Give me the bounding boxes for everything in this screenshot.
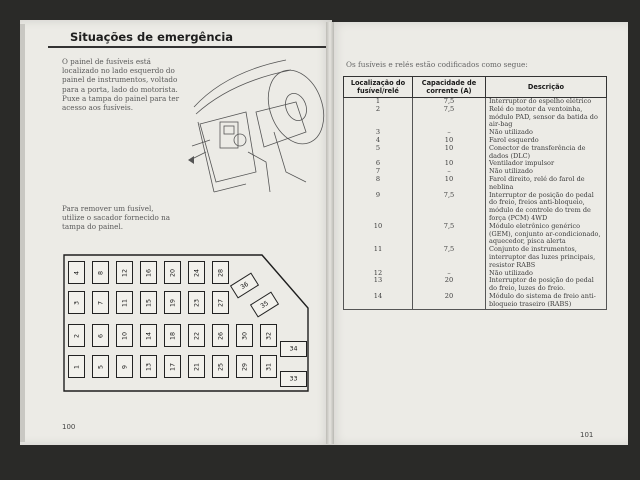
table-row (344, 192, 607, 223)
table-row (344, 246, 607, 269)
title-rule (48, 46, 326, 48)
fuse-slot: 21 (188, 355, 205, 378)
cell-location: 1 (344, 98, 413, 106)
cell-amperage: 7,5 (413, 98, 486, 106)
cell-description: Farol esquerdo (486, 137, 607, 145)
fuse-slot: 2 (68, 324, 85, 347)
book-gutter (326, 22, 334, 444)
table-row (344, 223, 607, 246)
table-row (344, 129, 607, 137)
cell-description: Conjunto de instrumentos, interruptor das luzes principais, resistor RABS (486, 246, 607, 269)
fuse-slot: 10 (116, 324, 133, 347)
fuse-slot: 14 (140, 324, 157, 347)
cell-amperage: 10 (413, 176, 486, 192)
fuse-panel-location-text: O painel de fusíveis está localizado no lado esquerdo do painel de instrumentos, voltado para a porta, lado do motorista. Puxe a tampa do painel para ter acesso aos fusíveis. (62, 57, 180, 113)
column-header-amperage: Capacidade de corrente (A) (413, 77, 486, 98)
cell-description: Farol direito, relé do farol de neblina (486, 176, 607, 192)
cell-amperage: 10 (413, 137, 486, 145)
fuse-slot: 7 (92, 291, 109, 314)
fuse-removal-text: Para remover um fusível, utilize o sacador fornecido na tampa do painel. (62, 204, 171, 232)
fuse-slot: 25 (212, 355, 229, 378)
cell-description: Não utilizado (486, 270, 607, 278)
fuse-slot: 5 (92, 355, 109, 378)
cell-location: 14 (344, 293, 413, 309)
cell-amperage: 10 (413, 145, 486, 161)
fuse-slot: 26 (212, 324, 229, 347)
fuse-slot: 3 (68, 291, 85, 314)
fuse-slot: 22 (188, 324, 205, 347)
fuse-slot: 4 (68, 261, 85, 284)
fuse-slot: 15 (140, 291, 157, 314)
fuse-table (343, 76, 607, 310)
cell-location: 10 (344, 223, 413, 246)
cell-location: 2 (344, 106, 413, 129)
fuse-slot: 29 (236, 355, 253, 378)
fuse-slot: 23 (188, 291, 205, 314)
cell-location: 3 (344, 129, 413, 137)
fuse-slot: 19 (164, 291, 181, 314)
cell-amperage: – (413, 270, 486, 278)
fuse-slot: 16 (140, 261, 157, 284)
fuse-slot: 32 (260, 324, 277, 347)
cell-description: Relé do motor da ventoinha, módulo PAD, sensor da batida do air-bag (486, 106, 607, 129)
cell-description: Interruptor de posição do pedal do freio, luzes do freio. (486, 277, 607, 293)
cell-amperage: 7,5 (413, 246, 486, 269)
table-row (344, 106, 607, 129)
page-number-left: 100 (62, 423, 76, 431)
fuse-slot: 30 (236, 324, 253, 347)
table-intro-text: Os fusíveis e relés estão codificados como segue: (346, 60, 528, 69)
fuse-slot: 20 (164, 261, 181, 284)
page-edge-bar (20, 24, 25, 442)
cell-amperage: 7,5 (413, 106, 486, 129)
section-title: Situações de emergência (70, 30, 234, 44)
cell-amperage: – (413, 168, 486, 176)
fuse-slot: 12 (116, 261, 133, 284)
table-row (344, 293, 607, 309)
fuse-slot: 24 (188, 261, 205, 284)
cell-description: Conector de transferência de dados (DLC) (486, 145, 607, 161)
cell-location: 4 (344, 137, 413, 145)
table-row (344, 160, 607, 168)
fuse-slot: 6 (92, 324, 109, 347)
cell-description: Não utilizado (486, 168, 607, 176)
cell-location: 6 (344, 160, 413, 168)
relay-slot: 36 (230, 273, 259, 299)
fuse-slot: 1 (68, 355, 85, 378)
fuse-slot: 11 (116, 291, 133, 314)
relay-slot: 35 (250, 292, 279, 318)
dashboard-illustration (186, 52, 326, 202)
cell-location: 13 (344, 277, 413, 293)
cell-amperage: 10 (413, 160, 486, 168)
fuse-box-diagram (62, 252, 312, 394)
cell-amperage: 7,5 (413, 192, 486, 223)
cell-amperage: 20 (413, 293, 486, 309)
fuse-slot: 8 (92, 261, 109, 284)
fuse-slot: 9 (116, 355, 133, 378)
cell-location: 5 (344, 145, 413, 161)
cell-description: Módulo eletrônico genérico (GEM), conjunto ar-condicionado, aquecedor, pisca alerta (486, 223, 607, 246)
fuse-slot: 31 (260, 355, 277, 378)
cell-amperage: 7,5 (413, 223, 486, 246)
fuse-slot-horizontal: 33 (280, 371, 307, 387)
table-row (344, 176, 607, 192)
cell-description: Interruptor de posição do pedal do freio, freios anti-bloqueio, módulo de controle do trem de força (PCM) 4WD (486, 192, 607, 223)
cell-amperage: 20 (413, 277, 486, 293)
cell-location: 7 (344, 168, 413, 176)
cell-description: Interruptor do espelho elétrico (486, 98, 607, 106)
column-header-location: Localização do fusível/relé (344, 77, 413, 98)
cell-location: 9 (344, 192, 413, 223)
fuse-slot: 18 (164, 324, 181, 347)
cell-location: 12 (344, 270, 413, 278)
fuse-slot: 27 (212, 291, 229, 314)
table-row (344, 277, 607, 293)
cell-description: Não utilizado (486, 129, 607, 137)
cell-description: Módulo do sistema de freio anti-bloqueio traseiro (RABS) (486, 293, 607, 309)
cell-location: 11 (344, 246, 413, 269)
cell-location: 8 (344, 176, 413, 192)
table-header-row (344, 77, 607, 98)
page-number-right: 101 (580, 431, 594, 439)
column-header-description: Descrição (486, 77, 607, 98)
cell-description: Ventilador impulsor (486, 160, 607, 168)
cell-amperage: – (413, 129, 486, 137)
fuse-slot: 13 (140, 355, 157, 378)
table-row (344, 145, 607, 161)
fuse-slot: 17 (164, 355, 181, 378)
fuse-slot-horizontal: 34 (280, 341, 307, 357)
fuse-slot: 28 (212, 261, 229, 284)
